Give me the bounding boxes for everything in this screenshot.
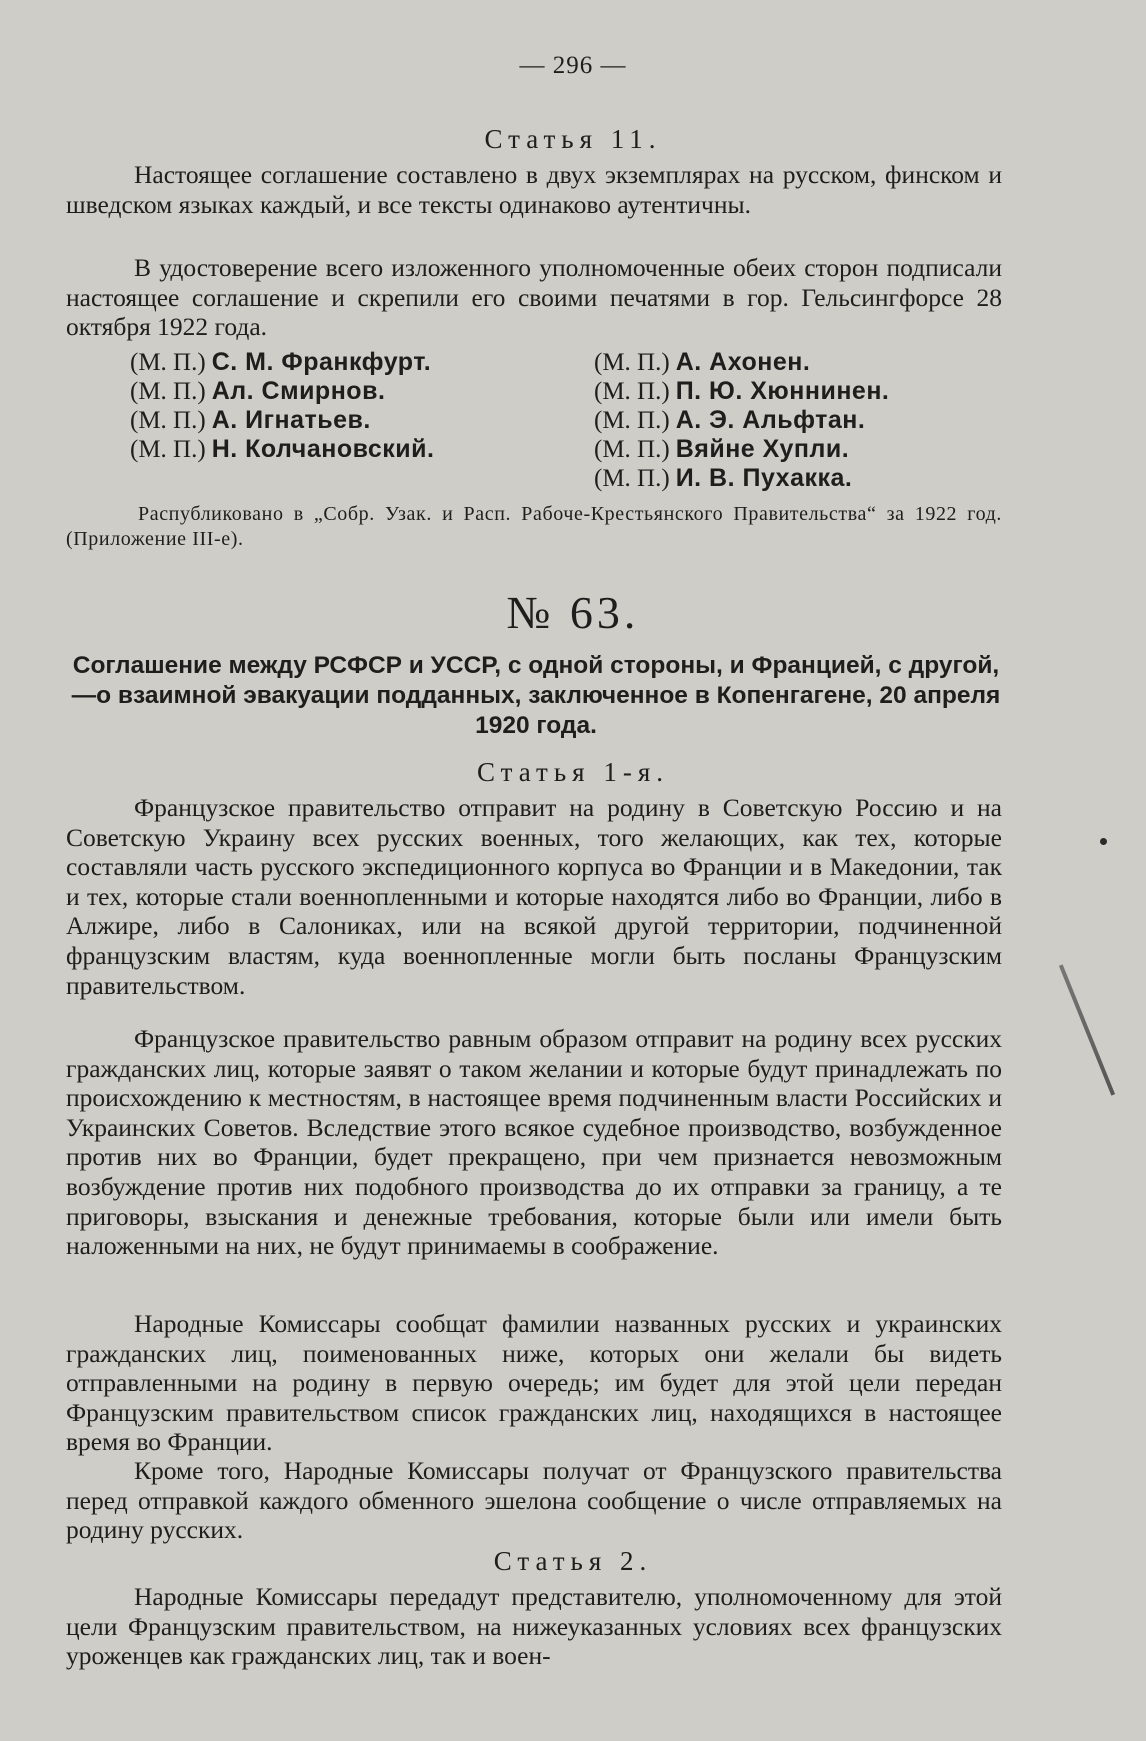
article-1-paragraph-1: Французское правительство отправит на родину в Советскую Россию и на Советскую Украину всех русских военных, того желающих, как тех, которые составляли часть русского экспедиционного корпуса во Франции и в Македонии, так и тех, которые стали военнопленными и которые находятся либо во Франции, либо в Алжире, либо в Салониках, или на всякой другой территории, подчиненной французским властям, куда военнопленные могли быть посланы Французским правительством. xyxy=(66,793,1002,1000)
seal-mark: (М. П.) xyxy=(594,465,670,492)
signatures-left-column xyxy=(130,348,434,464)
signatory-name: А. Э. Альфтан. xyxy=(675,406,866,434)
article-11-paragraph-1: Настоящее соглашение составлено в двух экземплярах на русском, финском и шведском языках каждый, и все тексты одинаково аутентичны. xyxy=(66,160,1002,219)
page-number: — 296 — xyxy=(519,52,627,79)
seal-mark: (М. П.) xyxy=(594,407,670,434)
article-1-paragraph-4: Кроме того, Народные Комиссары получат от Французского правительства перед отправкой каждого обменного эшелона сообщение о числе отправляемых на родину русских. xyxy=(66,1456,1002,1545)
signatory-name: Ал. Смирнов. xyxy=(211,377,386,405)
seal-mark: (М. П.) xyxy=(594,349,670,376)
seal-mark: (М. П.) xyxy=(130,407,206,434)
seal-mark: (М. П.) xyxy=(594,378,670,405)
signature-row xyxy=(594,464,889,493)
article-1-paragraph-2: Французское правительство равным образом отправит на родину всех русских гражданских лиц, которые заявят о таком желании и которые будут принадлежать по происхождению к местностям, в настоящее время подчиненным власти Российских и Украинских Советов. Вследствие этого всякое судебное производство, возбужденное против них во Франции, будет прекращено, при чем признается невозможным возбуждение против них подобного производства до их отправки за границу, а те приговоры, взыскания и денежные требования, которые были или имели быть наложенными на них, не будут принимаемы в соображение. xyxy=(66,1024,1002,1261)
article-11-heading: Статья 11. xyxy=(484,124,662,154)
seal-mark: (М. П.) xyxy=(130,349,206,376)
signatory-name: Н. Колчановский. xyxy=(211,435,435,463)
article-1-paragraph-3: Народные Комиссары сообщат фамилии названных русских и украинских гражданских лиц, поименованных ниже, которых они желали бы видеть отправленными на родину в первую очередь; им будет для этой цели передан Французским правительством список гражданских лиц, находящихся в настоящее время во Франции. xyxy=(66,1309,1002,1457)
signatory-name: А. Игнатьев. xyxy=(211,406,371,434)
ink-speck xyxy=(1100,838,1107,845)
signature-row xyxy=(594,377,889,406)
signatory-name: Вяйне Хупли. xyxy=(675,435,850,463)
signatures-right-column xyxy=(594,348,889,493)
document-title: Соглашение между РСФСР и УССР, с одной стороны, и Францией, с другой,—о взаимной эвакуации подданных, заключенное в Копенгагене, 20 апреля 1920 года. xyxy=(71,652,1001,739)
publication-note: Распубликовано в „Собр. Узак. и Расп. Рабоче-Крестьянского Правительства“ за 1922 год. (Приложение III-е). xyxy=(66,503,1002,550)
signature-row xyxy=(130,348,434,377)
signatory-name: И. В. Пухакка. xyxy=(675,464,853,492)
paper-scratch xyxy=(1059,964,1115,1095)
signature-row xyxy=(130,377,434,406)
signatory-name: П. Ю. Хюннинен. xyxy=(675,377,890,405)
article-11-paragraph-2: В удостоверение всего изложенного уполномоченные обеих сторон подписали настоящее соглашение и скрепили его своими печатями в гор. Гельсингфорсе 28 октября 1922 года. xyxy=(66,253,1002,342)
signature-row xyxy=(594,435,889,464)
signature-row xyxy=(130,406,434,435)
signature-row xyxy=(130,435,434,464)
seal-mark: (М. П.) xyxy=(130,378,206,405)
signatory-name: С. М. Франкфурт. xyxy=(211,348,432,376)
signature-row xyxy=(594,406,889,435)
signature-row xyxy=(594,348,889,377)
article-2-heading: Статья 2. xyxy=(493,1546,653,1576)
signatory-name: А. Ахонен. xyxy=(675,348,811,376)
article-1-heading: Статья 1-я. xyxy=(476,757,669,787)
seal-mark: (М. П.) xyxy=(130,436,206,463)
article-2-paragraph-1: Народные Комиссары передадут представителю, уполномоченному для этой цели Французским правительством, на нижеуказанных условиях всех французских уроженцев как гражданских лиц, так и воен- xyxy=(66,1582,1002,1671)
seal-mark: (М. П.) xyxy=(594,436,670,463)
document-number: № 63. xyxy=(506,587,640,638)
